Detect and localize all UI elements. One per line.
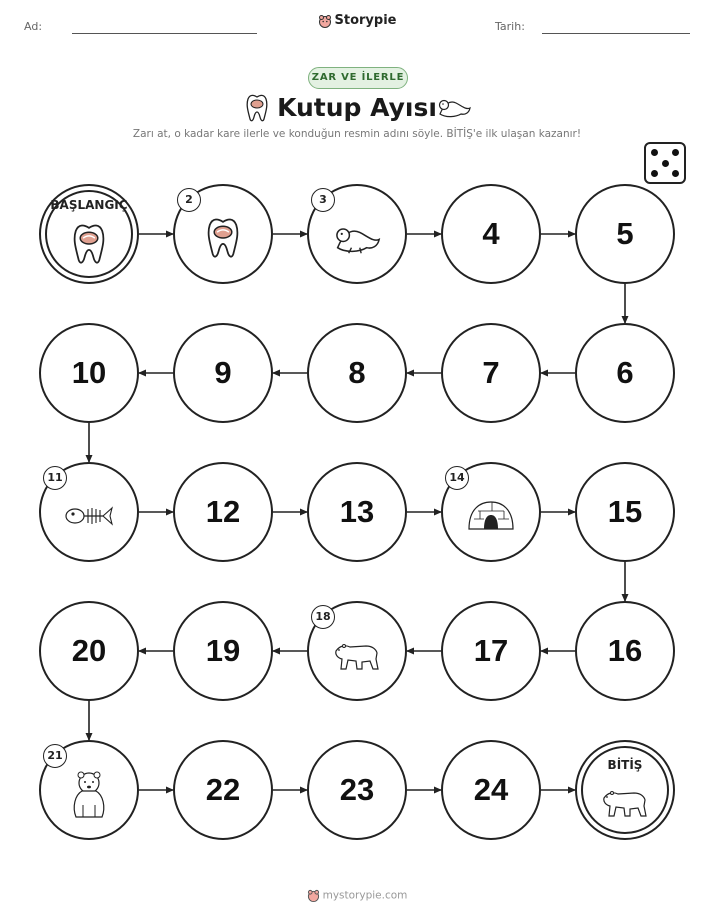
square-number: 13 <box>339 494 375 529</box>
igloo-icon <box>466 499 516 537</box>
board-square-21 <box>39 740 139 840</box>
finish-label: BİTİŞ <box>607 758 643 772</box>
brand-name: Storypie <box>334 13 397 28</box>
square-number-badge: 3 <box>311 188 335 212</box>
category-badge: ZAR VE İLERLE <box>308 67 408 89</box>
start-square <box>39 184 139 284</box>
square-number: 6 <box>616 355 634 390</box>
tooth-icon <box>203 216 243 264</box>
square-number: 15 <box>607 494 643 529</box>
square-number: 24 <box>473 772 509 807</box>
square-number: 16 <box>607 633 643 668</box>
square-number-badge: 21 <box>43 744 67 768</box>
square-number-badge: 11 <box>43 466 67 490</box>
board-square-17 <box>441 601 541 701</box>
square-number-badge: 18 <box>311 605 335 629</box>
square-number: 22 <box>205 772 241 807</box>
polar-bear-icon <box>66 769 112 823</box>
instructions: Zarı at, o kadar kare ilerle ve konduğun resmin adını söyle. BİTİŞ'e ilk ulaşan kazanır! <box>132 128 582 140</box>
page-title: Kutup Ayısı <box>277 93 437 122</box>
board-square-7 <box>441 323 541 423</box>
start-label: BAŞLANGIÇ <box>50 198 128 212</box>
square-number: 19 <box>205 633 241 668</box>
board-square-4 <box>441 184 541 284</box>
board-square-10 <box>39 323 139 423</box>
square-number: 23 <box>339 772 375 807</box>
storypie-logo-icon <box>307 889 320 902</box>
board-square-19 <box>173 601 273 701</box>
board-square-2 <box>173 184 273 284</box>
square-number: 8 <box>348 355 366 390</box>
board-square-23 <box>307 740 407 840</box>
square-number-badge: 14 <box>445 466 469 490</box>
square-number: 7 <box>482 355 500 390</box>
board-square-14 <box>441 462 541 562</box>
board-square-11 <box>39 462 139 562</box>
board-square-20 <box>39 601 139 701</box>
square-number: 17 <box>473 633 509 668</box>
board-square-12 <box>173 462 273 562</box>
board-square-15 <box>575 462 675 562</box>
square-number: 9 <box>214 355 232 390</box>
seal-icon <box>331 220 383 260</box>
board-square-3 <box>307 184 407 284</box>
finish-square <box>575 740 675 840</box>
square-number-badge: 2 <box>177 188 201 212</box>
footer-url[interactable]: mystorypie.com <box>322 889 408 902</box>
board-square-16 <box>575 601 675 701</box>
walking-bear-icon <box>332 637 382 677</box>
board-square-22 <box>173 740 273 840</box>
name-label: Ad: <box>24 20 43 33</box>
date-label: Tarih: <box>495 20 525 33</box>
walking-bear-icon <box>600 784 650 824</box>
board-square-18 <box>307 601 407 701</box>
square-number: 10 <box>71 355 107 390</box>
square-number: 12 <box>205 494 241 529</box>
square-number: 4 <box>482 216 500 251</box>
board-square-6 <box>575 323 675 423</box>
fish-skeleton-icon <box>63 499 115 537</box>
footer <box>0 889 714 902</box>
board-square-9 <box>173 323 273 423</box>
board-square-5 <box>575 184 675 284</box>
board-square-13 <box>307 462 407 562</box>
board-square-24 <box>441 740 541 840</box>
square-number: 20 <box>71 633 107 668</box>
tooth-icon <box>69 222 109 270</box>
square-number: 5 <box>616 216 634 251</box>
board-square-8 <box>307 323 407 423</box>
